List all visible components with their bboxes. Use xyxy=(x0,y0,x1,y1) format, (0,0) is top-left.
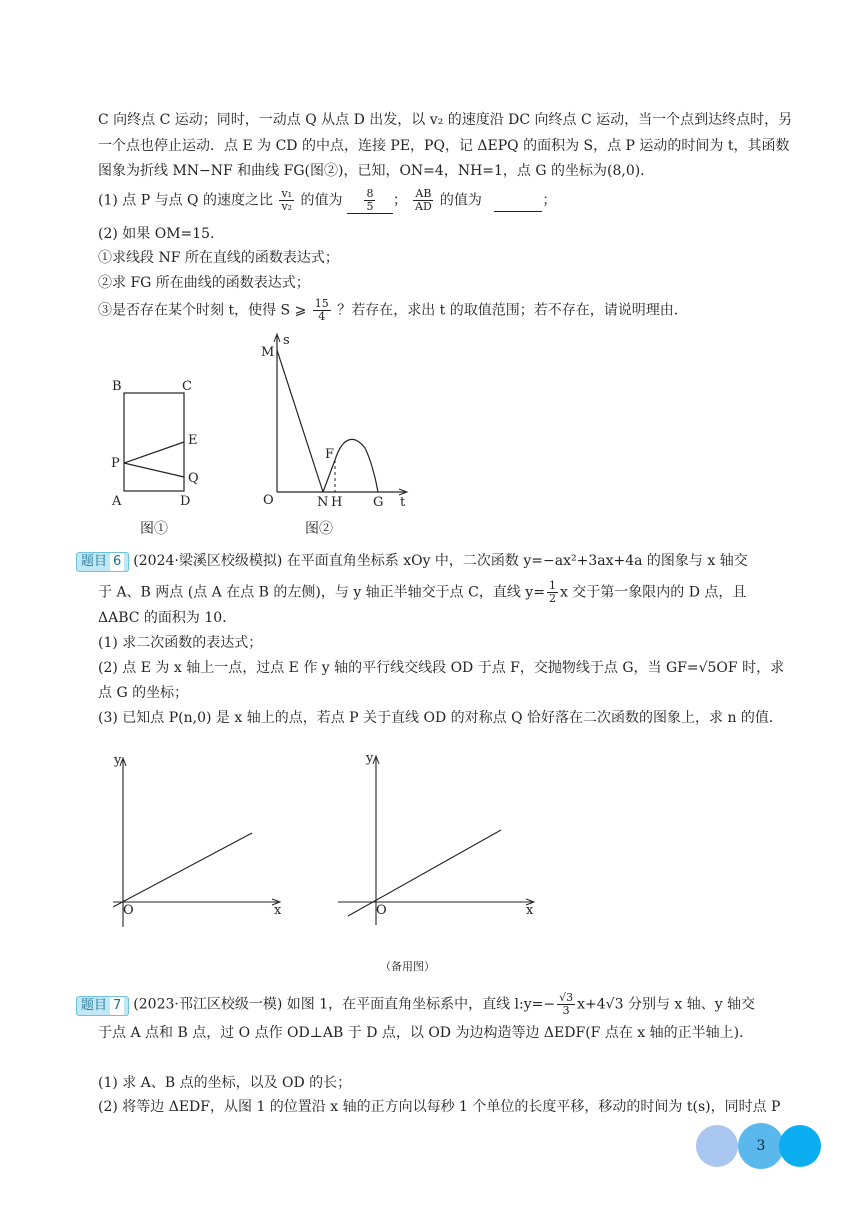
aux1-y-label: y xyxy=(114,753,122,768)
q23-den: 4 xyxy=(318,310,326,323)
q1-sep: ； xyxy=(392,192,407,209)
p5-q2-1: ①求线段 NF 所在直线的函数表达式； xyxy=(98,250,339,266)
p6-line3: ΔABC 的面积为 10． xyxy=(98,610,237,626)
aux2-origin: O xyxy=(376,903,387,918)
problem-6-tag: 题目 6 xyxy=(76,552,129,572)
p5-q2-2: ②求 FG 所在曲线的函数表达式； xyxy=(98,275,310,291)
p5-q2-3 xyxy=(98,298,688,323)
aux2-x-label: x xyxy=(526,903,534,918)
p5-line3: 图象为折线 MN−NF 和曲线 FG(图②)，已知，ON=4，NH=1，点 G 的坐标为(8,0)． xyxy=(98,163,655,179)
answer-num: 8 xyxy=(366,187,374,200)
p6-l2-prefix: 于 A、B 两点 (点 A 在点 B 的左侧)，与 y 轴正半轴交于点 C，直线 y= xyxy=(98,584,545,601)
half-fraction: $\frac{1}{2}$ xyxy=(548,579,556,605)
aux-graph-1 xyxy=(108,752,288,937)
page-circle-left xyxy=(696,1125,738,1167)
label-O: O xyxy=(263,493,274,508)
aux2-y-label: y xyxy=(366,751,374,766)
aux-caption: （备用图） xyxy=(380,960,435,973)
figure-2-graph xyxy=(255,330,425,510)
q2-3-suffix: ？若存在，求出 t 的取值范围；若不存在，请说明理由． xyxy=(337,302,688,319)
p6-q1: (1) 求二次函数的表达式； xyxy=(98,635,263,651)
p6-line2 xyxy=(98,580,746,605)
q1-mid: 的值为 xyxy=(300,192,343,209)
p7-line1 xyxy=(76,992,755,1017)
ab-ad-fraction xyxy=(413,188,433,213)
p5-q1 xyxy=(98,188,556,214)
q2-3-prefix: ③是否存在某个时刻 t，使得 S ⩾ xyxy=(98,302,307,319)
label-P: P xyxy=(111,456,120,471)
label-N: N xyxy=(317,495,329,510)
p7-line2: 于点 A 点和 B 点，过 O 点作 OD⊥AB 于 D 点，以 OD 为边构造等边 ΔEDF(F 点在 x 轴的正半轴上)． xyxy=(98,1025,754,1041)
label-t: t xyxy=(400,495,406,510)
problem-7-tag: 题目 7 xyxy=(76,996,129,1016)
label-M: M xyxy=(261,345,275,360)
q23-num: 15 xyxy=(314,297,329,310)
label-H: H xyxy=(331,495,343,510)
figure-1-caption: 图① xyxy=(140,521,168,537)
q1-answer-blank xyxy=(347,188,393,214)
label-B: B xyxy=(112,379,122,394)
label-E: E xyxy=(188,433,198,448)
p5-line2: 一个点也停止运动．点 E 为 CD 的中点，连接 PE，PQ，记 ΔEPQ 的面积为 S，点 P 运动的时间为 t，其函数 xyxy=(98,138,790,154)
q1-tail: ； xyxy=(542,192,557,209)
label-F: F xyxy=(325,447,335,462)
p6-intro: (2024·梁溪区校级模拟) 在平面直角坐标系 xOy 中，二次函数 y=−ax²+3ax+4a 的图象与 x 轴交 xyxy=(133,553,748,569)
aux-graph-2 xyxy=(336,750,546,935)
page-number: 3 xyxy=(738,1123,784,1169)
p5-q2: (2) 如果 OM=15． xyxy=(98,226,225,242)
p6-l2-suffix: x 交于第一象限内的 D 点，且 xyxy=(559,584,747,601)
label-A: A xyxy=(112,494,122,509)
p7-q2: (2) 将等边 ΔEDF，从图 1 的位置沿 x 轴的正方向以每秒 1 个单位的长度平移，移动的时间为 t(s)，同时点 P xyxy=(98,1099,781,1115)
q1-end: 的值为 xyxy=(439,192,482,209)
aux1-origin: O xyxy=(123,903,134,918)
p6-q2b: 点 G 的坐标； xyxy=(98,685,189,701)
p6-line1 xyxy=(76,551,748,572)
frac2-den: AD xyxy=(415,200,432,213)
answer-den: 5 xyxy=(366,200,374,213)
p7-l1-prefix: (2023·邗江区校级一模) 如图 1，在平面直角坐标系中，直线 l:y=− xyxy=(133,996,556,1013)
label-D: D xyxy=(180,494,191,509)
q1-prefix: (1) 点 P 与点 Q 的速度之比 xyxy=(98,192,273,209)
p7-l1-suffix: x+4√3 分别与 x 轴、y 轴交 xyxy=(577,996,756,1013)
aux1-x-label: x xyxy=(274,903,282,918)
p5-line1: C 向终点 C 运动；同时，一动点 Q 从点 D 出发，以 v₂ 的速度沿 DC 向终点 C 运动，当一个点到达终点时，另 xyxy=(98,112,793,128)
label-s: s xyxy=(283,333,290,348)
label-C: C xyxy=(182,379,192,394)
speed-ratio-fraction xyxy=(279,188,294,213)
ratio-den: v₂ xyxy=(281,200,293,213)
label-G: G xyxy=(373,495,384,510)
figure-2-caption: 图② xyxy=(305,521,333,537)
p7-q1: (1) 求 A、B 点的坐标，以及 OD 的长； xyxy=(98,1075,352,1091)
page-circle-right xyxy=(779,1125,821,1167)
frac2-num: AB xyxy=(415,187,432,200)
q1-second-blank xyxy=(494,191,542,212)
sqrt3-over-3: $\frac{√3}{3}$ xyxy=(559,991,574,1017)
figure-1-rectangle xyxy=(100,370,220,510)
p6-q3: (3) 已知点 P(n,0) 是 x 轴上的点，若点 P 关于直线 OD 的对称点 Q 恰好落在二次函数的图象上，求 n 的值． xyxy=(98,710,783,726)
p6-q2a: (2) 点 E 为 x 轴上一点，过点 E 作 y 轴的平行线交线段 OD 于点 F，交抛物线于点 G，当 GF=√5OF 时，求 xyxy=(98,660,785,676)
label-Q: Q xyxy=(188,471,199,486)
ratio-num: v₁ xyxy=(281,187,293,200)
fifteen-quarters-fraction xyxy=(313,298,331,323)
